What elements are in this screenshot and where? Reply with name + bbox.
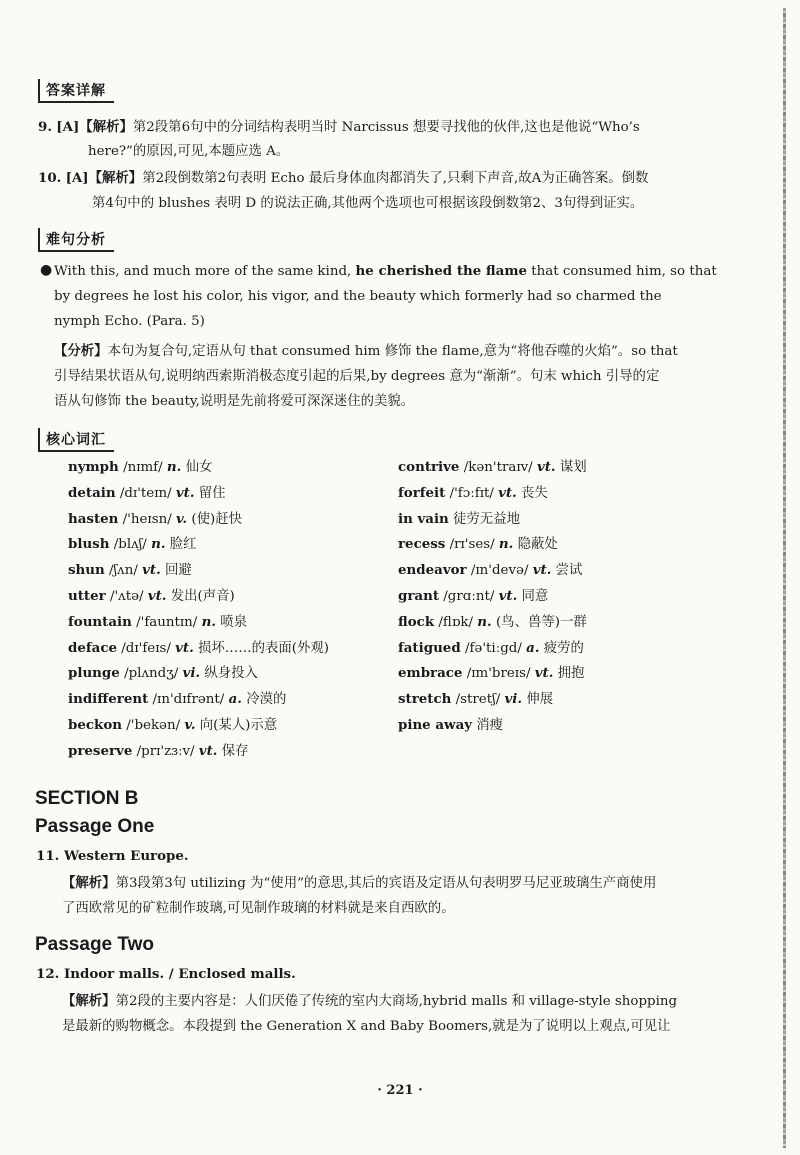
vocab-row: plunge /plʌndʒ/ vi. 纵身投入	[68, 665, 258, 682]
q10-text: 第2段倒数第2句表明 Echo 最后身体血肉都消失了,只剩下声音,故A为正确答案。倒数	[142, 171, 649, 186]
q9-tag: [A]【解析】	[56, 119, 133, 135]
q11-text1: 第3段第3句 utilizing 为“使用”的意思,其后的宾语及定语从句表明罗马尼亚玻璃生产商使用	[115, 876, 657, 891]
vocab-row: stretch /stretʃ/ vi. 伸展	[398, 691, 554, 708]
vocab-left-column	[68, 455, 329, 765]
difficult-sentence-line3: nymph Echo. (Para. 5)	[54, 314, 205, 329]
vocab-row: nymph /nɪmf/ n. 仙女	[68, 459, 213, 475]
vocab-row: fatigued /fə'tiːgd/ a. 疲劳的	[398, 639, 584, 656]
q11-analysis-line2: 了西欧常见的矿粒制作玻璃,可见制作玻璃的材料就是来自西欧的。	[62, 901, 455, 916]
vocab-row: recess /rɪ'ses/ n. 隐蔽处	[398, 536, 558, 553]
vocab-row: embrace /ɪm'breɪs/ vt. 拥抱	[398, 665, 585, 682]
q10-number: 10.	[38, 170, 62, 186]
vocab-row: beckon /'bekən/ v. 向(某人)示意	[68, 716, 278, 733]
page-number: · 221 ·	[377, 1083, 423, 1098]
sentence-part1: With this, and much more of the same kind,	[54, 264, 356, 279]
section-b-title: SECTION B	[35, 788, 139, 809]
bullet-icon: ●	[40, 262, 53, 278]
q9-number: 9.	[38, 119, 52, 135]
sentence-bold: he cherished the flame	[355, 263, 528, 279]
difficult-sentence-line2: by degrees he lost his color, his vigor, and the beauty which formerly had so charmed the	[54, 289, 662, 304]
q12-analysis-line2: 是最新的购物概念。本段提到 the Generation X and Baby Boomers,就是为了说明以上观点,可见让	[62, 1019, 671, 1034]
difficult-heading: 难句分析	[38, 228, 114, 252]
vocab-row: endeavor /ɪn'devə/ vt. 尝试	[398, 562, 583, 579]
vocab-row: utter /'ʌtə/ vt. 发出(声音)	[68, 587, 235, 604]
vocab-row: detain /dɪ'teɪn/ vt. 留住	[68, 484, 226, 501]
analysis-line2: 引导结果状语从句,说明纳西索斯消极态度引起的后果,by degrees 意为“渐渐”。句末 which 引导的定	[54, 369, 660, 384]
vocab-row: pine away 消瘦	[398, 716, 504, 733]
vocab-row: hasten /'heɪsn/ v. (使)赶快	[68, 510, 242, 527]
vocab-row: forfeit /'fɔːfɪt/ vt. 丧失	[398, 484, 548, 501]
vocab-row: shun /ʃʌn/ vt. 回避	[68, 562, 192, 579]
answer-q10	[38, 165, 738, 192]
vocab-row: indifferent /ɪn'dɪfrənt/ a. 冷漠的	[68, 691, 287, 708]
difficult-sentence-line1	[54, 258, 717, 285]
vocab-row: contrive /kən'traɪv/ vt. 谋划	[398, 459, 587, 475]
q9-continuation: here?”的原因,可见,本题应选 A。	[88, 144, 290, 159]
vocab-row: preserve /prɪ'zɜːv/ vt. 保存	[68, 742, 249, 759]
answer-q9	[38, 114, 728, 141]
q11-label: 11. Western Europe.	[36, 848, 189, 864]
analysis-line1	[54, 338, 678, 365]
q10-tag: [A]【解析】	[65, 170, 143, 186]
analysis-tag: 【分析】	[54, 343, 108, 359]
q11-tag: 【解析】	[62, 875, 116, 891]
q12-analysis-line1	[62, 988, 677, 1015]
vocab-row: flock /flɒk/ n. (鸟、兽等)一群	[398, 613, 587, 630]
scan-edge-decoration	[783, 8, 786, 1148]
vocab-row: blush /blʌʃ/ n. 脸红	[68, 536, 197, 553]
q12-text1: 第2段的主要内容是：人们厌倦了传统的室内大商场,hybrid malls 和 village-style shopping	[115, 994, 678, 1009]
analysis-line3: 语从句修饰 the beauty,说明是先前将爱可深深迷住的美貌。	[54, 394, 415, 409]
vocab-row: deface /dɪ'feɪs/ vt. 损坏……的表面(外观)	[68, 639, 329, 656]
q12-tag: 【解析】	[62, 993, 116, 1009]
passage-one-title: Passage One	[35, 816, 155, 837]
vocab-row: in vain 徒劳无益地	[398, 510, 520, 527]
q11-analysis-line1	[62, 870, 656, 897]
answers-heading: 答案详解	[38, 79, 114, 103]
vocab-heading: 核心词汇	[38, 428, 114, 452]
vocab-right-column	[398, 455, 587, 739]
vocab-row: grant /grɑːnt/ vt. 同意	[398, 587, 549, 604]
passage-two-title: Passage Two	[35, 934, 154, 955]
sentence-part2: that consumed him, so that	[527, 264, 717, 279]
q10-continuation: 第4句中的 blushes 表明 D 的说法正确,其他两个选项也可根据该段倒数第2、3句得到证实。	[92, 196, 644, 211]
vocab-row: fountain /'fauntɪn/ n. 喷泉	[68, 613, 248, 630]
analysis-text1: 本句为复合句,定语从句 that consumed him 修饰 the flame,意为“将他吞噬的火焰”。so that	[107, 344, 678, 359]
q9-text: 第2段第6句中的分词结构表明当时 Narcissus 想要寻找他的伙伴,这也是他说“Who’s	[132, 120, 640, 135]
q12-label: 12. Indoor malls. / Enclosed malls.	[36, 966, 296, 982]
